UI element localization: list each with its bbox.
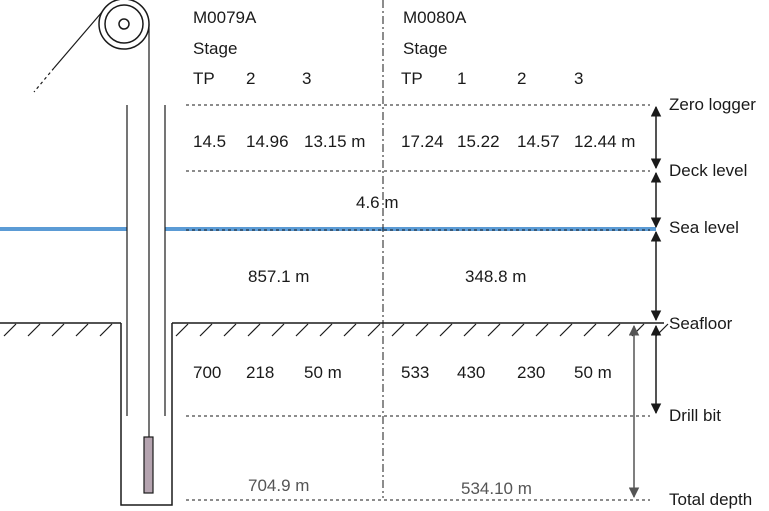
total-depth-m0080a: 534.10 m <box>461 479 532 498</box>
seafloor-hatch-mark <box>656 324 668 336</box>
stage-tp-m0080a: TP <box>401 69 423 88</box>
seafloor-hatch-mark <box>272 324 284 336</box>
total-depth-m0079a: 704.9 m <box>248 476 310 495</box>
depth-3-m0079a: 50 m <box>304 363 342 382</box>
label-total-depth: Total depth <box>669 490 753 509</box>
seafloor-hatch-mark <box>344 324 356 336</box>
seafloor-hatch-mark <box>560 324 572 336</box>
depth-tp-m0080a: 533 <box>401 363 430 382</box>
seafloor-hatch-mark <box>296 324 308 336</box>
stage-3-m0079a: 3 <box>302 69 312 88</box>
seafloor-hatch-mark <box>100 324 112 336</box>
seafloor-hatch-mark <box>512 324 524 336</box>
seafloor-hatch-mark <box>488 324 500 336</box>
seafloor-hatch-mark <box>224 324 236 336</box>
seafloor-hatch-mark <box>248 324 260 336</box>
site-name-m0079a: M0079A <box>193 8 257 27</box>
label-deck-level: Deck level <box>669 161 748 180</box>
sheave-wheel-icon <box>34 0 149 92</box>
seafloor-hatch-mark <box>4 324 16 336</box>
seafloor-hatch-mark <box>176 324 188 336</box>
stage-heading-m0080a: Stage <box>403 39 448 58</box>
logger-deck-tp-m0079a: 14.5 <box>193 132 227 151</box>
site-name-m0080a: M0080A <box>403 8 467 27</box>
depth-1-m0080a: 430 <box>457 363 486 382</box>
label-zero-logger: Zero logger <box>669 95 756 114</box>
seafloor-hatch-mark <box>608 324 620 336</box>
deck-to-sea-distance: 4.6 m <box>356 193 399 212</box>
stage-3-m0080a: 3 <box>574 69 584 88</box>
stage-2-m0080a: 2 <box>517 69 527 88</box>
depth-2-m0080a: 230 <box>517 363 546 382</box>
seafloor-hatch-mark <box>536 324 548 336</box>
stage-2-m0079a: 2 <box>246 69 256 88</box>
water-depth-m0079a: 857.1 m <box>248 267 310 286</box>
stage-heading-m0079a: Stage <box>193 39 238 58</box>
logger-deck-2-m0080a: 14.57 <box>517 132 560 151</box>
seafloor-hatch-mark <box>440 324 452 336</box>
logger-deck-3-m0080a: 12.44 m <box>574 132 636 151</box>
label-sea-level: Sea level <box>669 218 739 237</box>
seafloor-hatch-mark <box>200 324 212 336</box>
logger-deck-1-m0080a: 15.22 <box>457 132 500 151</box>
seafloor-hatch-mark <box>28 324 40 336</box>
depth-tp-m0079a: 700 <box>193 363 222 382</box>
seafloor-hatch-mark <box>76 324 88 336</box>
label-drill-bit: Drill bit <box>669 406 721 425</box>
logger-deck-3-m0079a: 13.15 m <box>304 132 366 151</box>
logger-deck-tp-m0080a: 17.24 <box>401 132 444 151</box>
water-depth-m0080a: 348.8 m <box>465 267 527 286</box>
seafloor-hatch-mark <box>584 324 596 336</box>
seafloor <box>0 323 668 336</box>
seafloor-hatch-mark <box>392 324 404 336</box>
seafloor-hatch-mark <box>52 324 64 336</box>
seafloor-hatch-mark <box>368 324 380 336</box>
label-seafloor: Seafloor <box>669 314 733 333</box>
depth-3-m0080a: 50 m <box>574 363 612 382</box>
logging-tool <box>144 437 153 493</box>
seafloor-hatch-mark <box>320 324 332 336</box>
stage-tp-m0079a: TP <box>193 69 215 88</box>
depth-2-m0079a: 218 <box>246 363 275 382</box>
logger-deck-2-m0079a: 14.96 <box>246 132 289 151</box>
stage-1-m0080a: 1 <box>457 69 467 88</box>
seafloor-hatch-mark <box>416 324 428 336</box>
seafloor-hatch-mark <box>464 324 476 336</box>
